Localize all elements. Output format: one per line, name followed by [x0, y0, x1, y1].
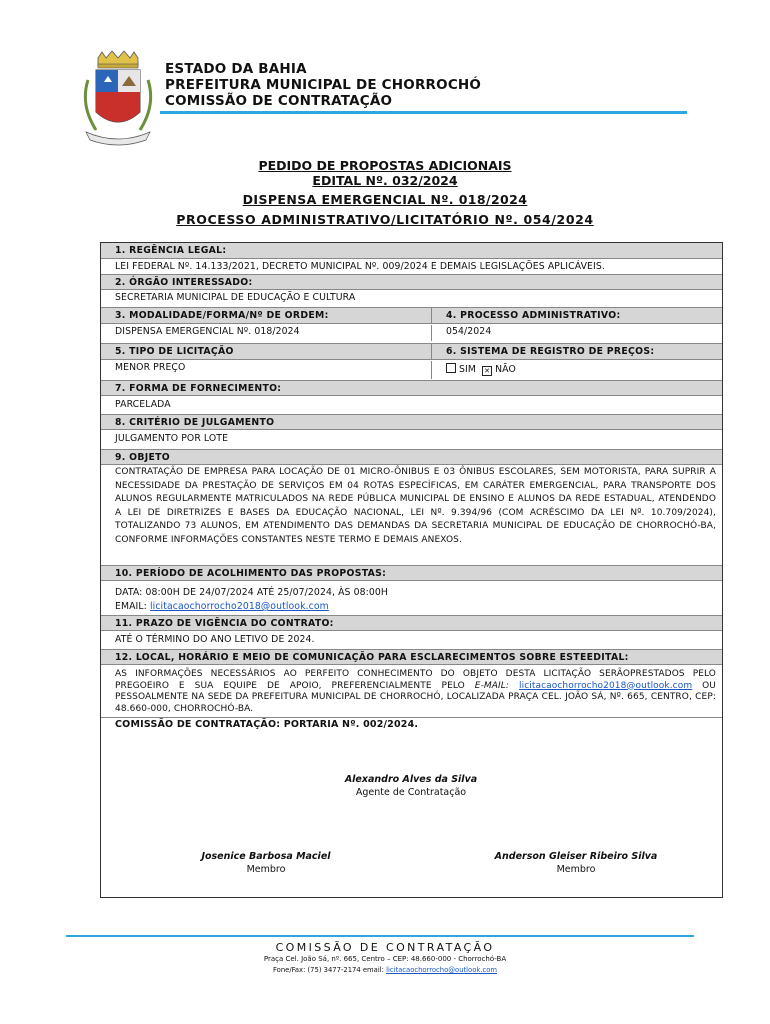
section-12-value	[101, 669, 722, 715]
srp-sim-label: SIM	[459, 364, 476, 375]
section-11-label: 11. PRAZO DE VIGÊNCIA DO CONTRATO:	[101, 615, 722, 631]
section-4-label: 4. PROCESSO ADMINISTRATIVO:	[432, 308, 722, 324]
header-divider	[160, 111, 687, 114]
doc-title-line3: DISPENSA EMERGENCIAL Nº. 018/2024	[242, 192, 528, 207]
section-12-text1: AS INFORMAÇÕES NECESSÁRIOS AO PERFEITO CONHECIMENTO DO OBJETO DESTA LICITAÇÃO SERÃOPRESTADOS PELO PREGOEIRO E SUA EQUIPE DE APOIO, PREFERENCIALMENTE PELO	[115, 669, 716, 691]
section-10-label: 10. PERÍODO DE ACOLHIMENTO DAS PROPOSTAS:	[101, 565, 722, 581]
section-5-value: MENOR PREÇO	[101, 361, 432, 379]
section-10-email-line	[101, 600, 722, 613]
section-12-email-link[interactable]: licitacaochorrocho2018@outlook.com	[519, 680, 693, 691]
section-9-value: CONTRATAÇÃO DE EMPRESA PARA LOCAÇÃO DE 01 MICRO-ÔNIBUS E 03 ÔNIBUS ESCOLARES, SEM MOTORISTA, PARA SUPRIR A NECESSIDADE DA PRESTAÇÃO DE SERVIÇOS EM 04 ROTAS ESPECÍFICAS, EM CARÁTER EMERGENCIAL, PARA TRANSPORTE DOS ALUNOS REGULARMENTE MATRICULADOS NA REDE PÚBLICA MUNICIPAL DE ENSINO E ALUNOS DA REDE ESTADUAL, ATENDENDO A LEI DE DIRETRIZES E BASES DA EDUCAÇÃO NACIONAL, LEI Nº. 9.394/96 (COM ACRÉSCIMO DA LEI Nº. 10.709/2024), TOTALIZANDO 73 ALUNOS, EM ATENDIMENTO DAS DEMANDAS DA SECRETARIA MUNICIPAL DE EDUCAÇÃO DE CHORROCHÓ-BA, CONFORME INFORMAÇÕES CONSTANTES NESTE TERMO E DEMAIS ANEXOS.	[115, 467, 716, 545]
section-9-label: 9. OBJETO	[101, 449, 722, 465]
agent-name: Alexandro Alves da Silva	[344, 774, 478, 785]
section-4-value: 054/2024	[446, 326, 492, 337]
member2-name: Anderson Gleiser Ribeiro Silva	[494, 851, 658, 862]
srp-sim-checkbox[interactable]	[446, 363, 456, 373]
section-10-email-label: EMAIL:	[115, 601, 147, 612]
section-8-value: JULGAMENTO POR LOTE	[115, 433, 229, 444]
section-3-value: DISPENSA EMERGENCIAL Nº. 018/2024	[101, 325, 432, 341]
section-10-date: DATA: 08:00H DE 24/07/2024 ATÉ 25/07/2024, ÀS 08:00H	[115, 587, 388, 598]
header-prefecture: PREFEITURA MUNICIPAL DE CHORROCHÓ	[165, 77, 482, 93]
srp-nao-label: NÃO	[495, 364, 516, 375]
section-2-label: 2. ÓRGÃO INTERESSADO:	[101, 274, 722, 290]
footer-address: Praça Cel. João Sá, nº. 665, Centro – CEP: 48.660-000 - Chorrochó-BA	[263, 955, 507, 963]
section-10-email-link[interactable]: licitacaochorrocho2018@outlook.com	[149, 601, 329, 612]
agent-role: Agente de Contratação	[355, 787, 467, 798]
section-11-value: ATÉ O TÉRMINO DO ANO LETIVO DE 2024.	[115, 634, 315, 645]
municipal-crest-logo	[76, 50, 160, 146]
section-8-label: 8. CRITÉRIO DE JULGAMENTO	[101, 414, 722, 430]
commission-block	[101, 717, 722, 898]
doc-title-line4: PROCESSO ADMINISTRATIVO/LICITATÓRIO Nº. 054/2024	[176, 212, 594, 227]
footer-contact-prefix: Fone/Fax: (75) 3477-2174 email:	[273, 966, 384, 974]
srp-options	[432, 363, 722, 376]
section-2-value: SECRETARIA MUNICIPAL DE EDUCAÇÃO E CULTURA	[115, 292, 356, 303]
doc-title-line2: EDITAL Nº. 032/2024	[312, 173, 458, 188]
request-form-table	[100, 242, 723, 898]
member2-role: Membro	[556, 864, 596, 875]
commission-heading: COMISSÃO DE CONTRATAÇÃO: PORTARIA Nº. 002/2024.	[115, 719, 419, 730]
section-12-email-label: E-MAIL:	[474, 680, 510, 691]
section-1-label: 1. REGÊNCIA LEGAL:	[101, 243, 722, 259]
section-12-text2: OU PESSOALMENTE NA SEDE DA PREFEITURA MUNICIPAL DE CHORROCHÓ, LOCALIZADA PRAÇA CEL. JOÃO SÁ, Nº. 665, CENTRO, CEP: 48.660-000, CHORROCHÓ-BA.	[115, 680, 716, 714]
footer-title: COMISSÃO DE CONTRATAÇÃO	[275, 941, 495, 954]
section-7-label: 7. FORMA DE FORNECIMENTO:	[101, 380, 722, 396]
section-3-label: 3. MODALIDADE/FORMA/Nº DE ORDEM:	[101, 308, 432, 324]
footer-contact	[0, 966, 770, 974]
srp-nao-checkbox[interactable]: ✕	[482, 366, 492, 376]
member1-name: Josenice Barbosa Maciel	[201, 851, 331, 862]
member1-role: Membro	[246, 864, 286, 875]
section-5-label: 5. TIPO DE LICITAÇÃO	[101, 344, 432, 360]
doc-title-line1: PEDIDO DE PROPOSTAS ADICIONAIS	[258, 158, 512, 173]
section-12-label: 12. LOCAL, HORÁRIO E MEIO DE COMUNICAÇÃO PARA ESCLARECIMENTOS SOBRE ESTEEDITAL:	[101, 649, 722, 665]
footer-divider	[66, 935, 694, 937]
section-6-label: 6. SISTEMA DE REGISTRO DE PREÇOS:	[432, 344, 722, 360]
header-state: ESTADO DA BAHIA	[165, 61, 307, 77]
footer-email-link[interactable]: licitacaochorrocho@outlook.com	[386, 966, 497, 974]
header-commission: COMISSÃO DE CONTRATAÇÃO	[165, 93, 393, 109]
section-7-value: PARCELADA	[115, 399, 171, 410]
section-1-value: LEI FEDERAL Nº. 14.133/2021, DECRETO MUNICIPAL Nº. 009/2024 E DEMAIS LEGISLAÇÕES APLICÁVEIS.	[115, 261, 605, 272]
